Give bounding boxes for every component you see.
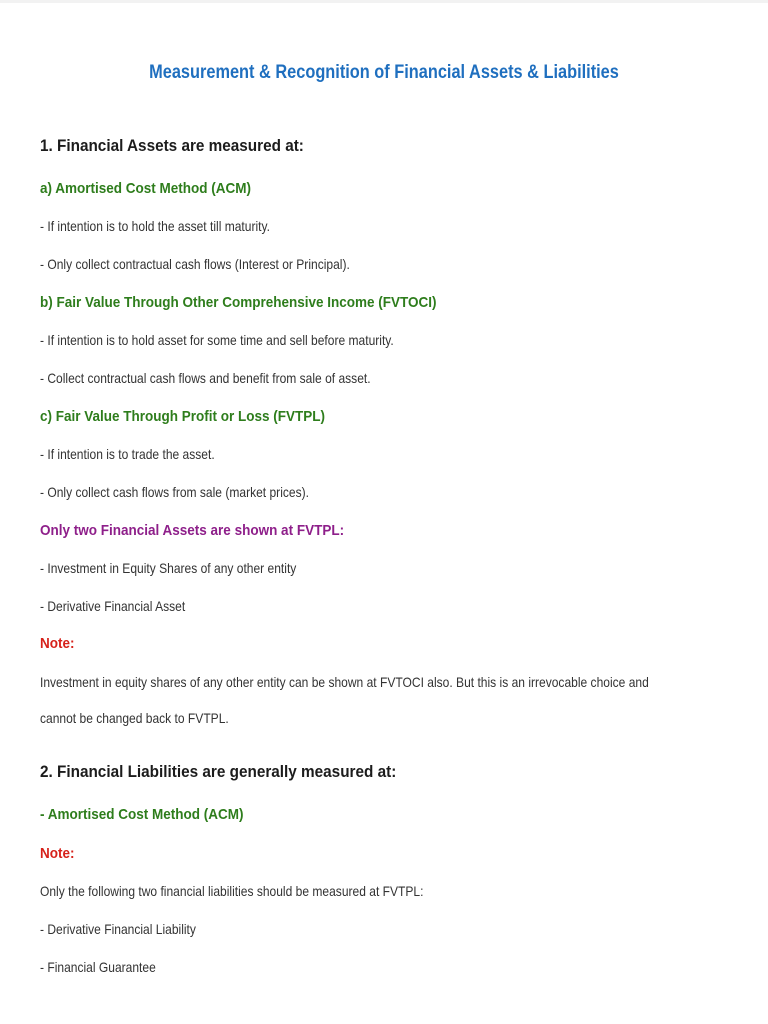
fvtpl-asset-2: - Derivative Financial Asset [40, 598, 186, 614]
note-paragraph-1 [40, 674, 728, 726]
liability-point-2: - Financial Guarantee [40, 959, 156, 975]
note-label-1: Note: [40, 635, 75, 652]
fvtpl-point-1: - If intention is to trade the asset. [40, 446, 215, 462]
fvtoci-heading: b) Fair Value Through Other Comprehensive Income (FVTOCI) [40, 294, 437, 311]
note-label-2: Note: [40, 845, 75, 862]
document-title: Measurement & Recognition of Financial Assets & Liabilities [149, 62, 619, 83]
acm-point-2: - Only collect contractual cash flows (Interest or Principal). [40, 256, 350, 272]
acm-point-1: - If intention is to hold the asset till maturity. [40, 218, 270, 234]
note-line-2: cannot be changed back to FVTPL. [40, 710, 229, 726]
liability-note-text: Only the following two financial liabilities should be measured at FVTPL: [40, 883, 424, 899]
note-line-1: Investment in equity shares of any other entity can be shown at FVTOCI also. But this is an irrevocable choice and [40, 674, 649, 690]
section2-heading: 2. Financial Liabilities are generally measured at: [40, 762, 397, 781]
fvtpl-assets-heading: Only two Financial Assets are shown at FVTPL: [40, 522, 345, 539]
acm-heading: a) Amortised Cost Method (ACM) [40, 180, 251, 197]
fvtoci-point-1: - If intention is to hold asset for some time and sell before maturity. [40, 332, 394, 348]
section1-heading: 1. Financial Assets are measured at: [40, 136, 304, 155]
fvtpl-heading: c) Fair Value Through Profit or Loss (FVTPL) [40, 408, 326, 425]
fvtoci-point-2: - Collect contractual cash flows and benefit from sale of asset. [40, 370, 371, 386]
fvtpl-asset-1: - Investment in Equity Shares of any other entity [40, 560, 297, 576]
fvtpl-point-2: - Only collect cash flows from sale (market prices). [40, 484, 309, 500]
liability-point-1: - Derivative Financial Liability [40, 921, 196, 937]
liability-method: - Amortised Cost Method (ACM) [40, 806, 244, 823]
